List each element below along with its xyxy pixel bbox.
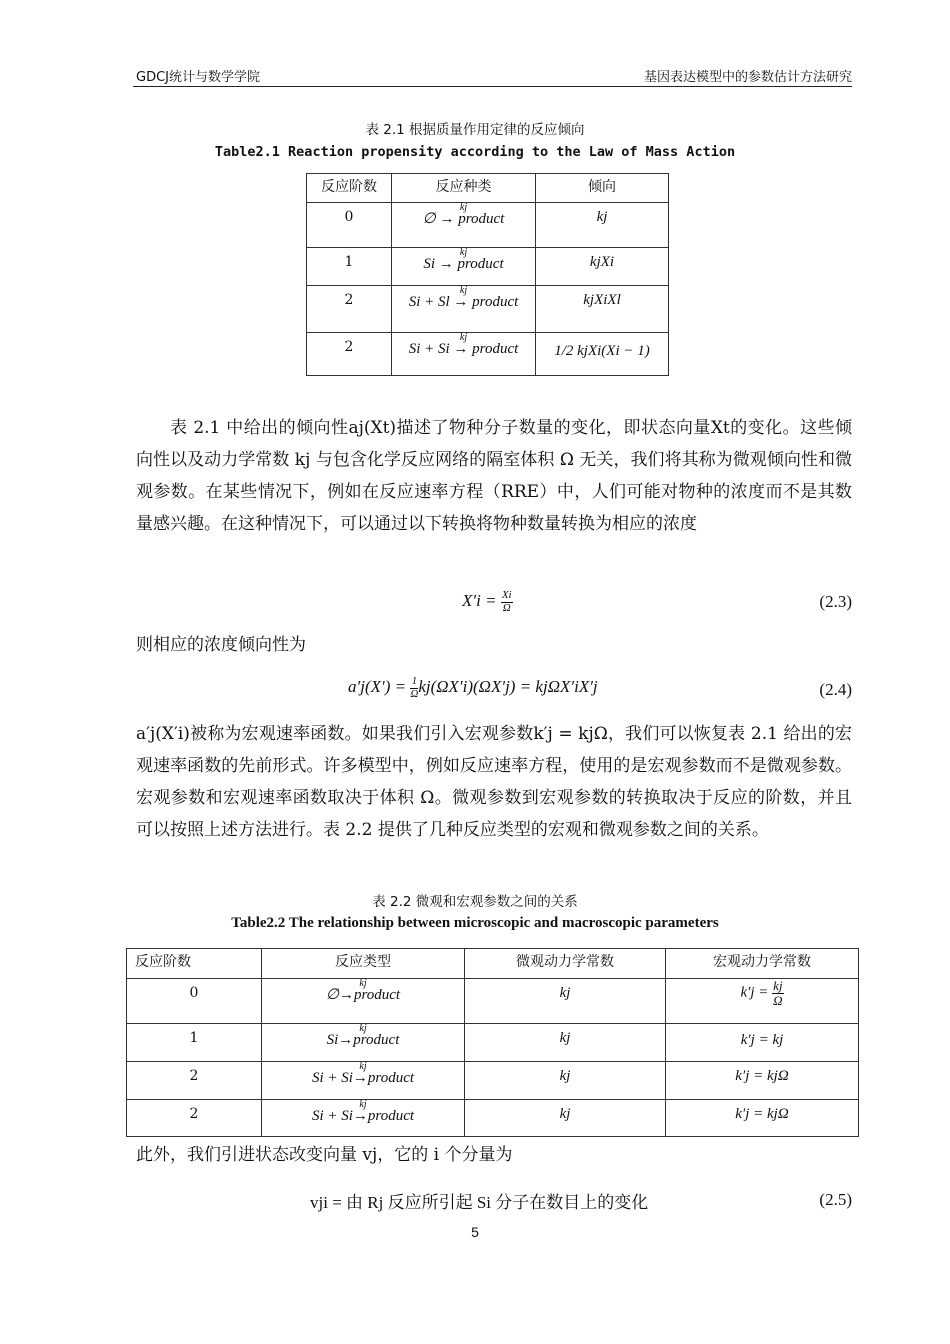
table2-micro: kj [465,1100,666,1137]
table2-order: 2 [127,1062,262,1100]
table2-header-reaction: 反应类型 [262,949,465,979]
paragraph-1: 表 2.1 中给出的倾向性aj(Xt)描述了物种分子数量的变化，即状态向量Xt的变化。这些倾向性以及动力学常数 kj 与包含化学反应网络的隔室体积 Ω 无关，我们将其称为微观倾向性和微观参数。在某些情况下，例如在反应速率方程（RRE）中，人们可能对物种的浓度而不是其数量感兴趣。在这种情况下，可以通过以下转换将物种数量转换为相应的浓度 [136,418,852,534]
table1-propensity: kjXi [536,248,669,286]
table2-order: 2 [127,1100,262,1137]
table1-order: 1 [307,248,392,286]
table1-propensity: 1/2 kjXi(Xi − 1) [536,333,669,376]
table2 [126,948,859,1137]
table1-reaction: kj ∅ → product [422,202,505,227]
table2-header-order: 反应阶数 [127,949,262,979]
table2-macro: k′j = kjΩ [666,1100,859,1137]
table-row [127,1062,859,1100]
table2-caption-en: Table2.2 The relationship between microscopic and macroscopic parameters [231,915,719,931]
table-row [307,248,669,286]
table-row [307,203,669,248]
table2-micro: kj [465,979,666,1024]
header-rule [133,86,852,87]
table2-micro: kj [465,1062,666,1100]
equation-number-2-5: (2.5) [819,1190,852,1209]
table-row [127,1024,859,1062]
table-row [127,979,859,1024]
table2-reaction: kj Si→product [326,1023,400,1048]
table2-macro: k′j = kjΩ [666,1062,859,1100]
table1 [306,173,669,376]
table2-reaction: kj Si + Si→product [311,1099,415,1124]
table2-order: 0 [127,979,262,1024]
table1-header-reaction: 反应种类 [392,174,536,203]
table1-order: 0 [307,203,392,248]
equation-2-4: a′j(X′) = $\frac{1}{\Omega}$ kj(ΩX′i)(ΩX′j) = kjΩX′iX′j [348,675,598,700]
table2-order: 1 [127,1024,262,1062]
table1-order: 2 [307,286,392,333]
table2-micro: kj [465,1024,666,1062]
table2-header-micro: 微观动力学常数 [465,949,666,979]
table1-propensity: kj [536,203,669,248]
table1-header-propensity: 倾向 [536,174,669,203]
table2-reaction: kj Si + Si→product [311,1061,415,1086]
equation-2-3: X′i = $\frac{Xi}{\Omega}$ [462,589,512,614]
header-right: 基因表达模型中的参数估计方法研究 [643,70,852,85]
table1-caption-en: Table2.1 Reaction propensity according to the Law of Mass Action [214,144,736,160]
table1-caption-cn: 表 2.1 根据质量作用定律的反应倾向 [365,122,585,138]
table2-header-macro: 宏观动力学常数 [666,949,859,979]
table1-header-order: 反应阶数 [307,174,392,203]
table2-caption-cn: 表 2.2 微观和宏观参数之间的关系 [372,894,578,910]
table1-reaction: kj Si → product [423,247,504,272]
table1-order: 2 [307,333,392,376]
paragraph-4: 此外，我们引进状态改变向量 vj，它的 i 个分量为 [136,1145,513,1165]
equation-2-5: vji = 由 Rj 反应所引起 Si 分子在数目上的变化 [310,1193,649,1212]
paragraph-3: a′j(X′i)被称为宏观速率函数。如果我们引入宏观参数k′j = kjΩ，我们可以恢复表 2.1 给出的宏观速率函数的先前形式。许多模型中，例如反应速率方程，使用的是宏观参数而不是微观参数。宏观参数和宏观速率函数取决于体积 Ω。微观参数到宏观参数的转换取决于反应的阶数，并且可以按照上述方法进行。表 2.2 提供了几种反应类型的宏观和微观参数之间的关系。 [136,724,852,840]
table-row [307,286,669,333]
page-number: 5 [471,1224,479,1240]
table2-macro: k′j = kj [666,1024,859,1062]
table-row [307,333,669,376]
table1-reaction: kj Si + Sl → product [408,285,519,310]
table1-reaction: kj Si + Si → product [408,332,519,357]
equation-number-2-3: (2.3) [819,592,852,611]
table2-reaction: kj ∅→product [325,978,401,1003]
header-left: GDCJ统计与数学学院 [136,70,260,85]
table2-macro: k′j = $\frac{kj}{\Omega}$ [666,979,859,1024]
equation-number-2-4: (2.4) [819,680,852,699]
paragraph-2: 则相应的浓度倾向性为 [136,635,306,655]
table1-propensity: kjXiXl [536,286,669,333]
table-row [127,1100,859,1137]
